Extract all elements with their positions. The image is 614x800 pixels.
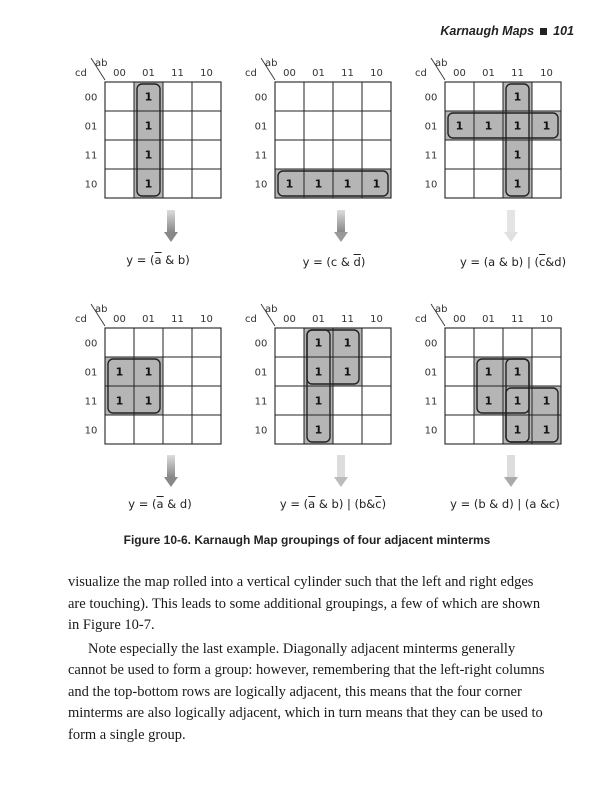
equation-text: y = (c & [302, 255, 354, 269]
kmap-svg [245, 300, 425, 465]
row-label: 01 [254, 121, 268, 133]
minterm-one: 1 [314, 177, 323, 191]
equation-5 [238, 497, 428, 511]
row-label: 01 [84, 121, 98, 133]
column-label: 01 [142, 68, 155, 79]
minterm-one: 1 [513, 394, 522, 408]
minterm-one: 1 [513, 365, 522, 379]
kmap-1 [75, 54, 255, 219]
column-label: 01 [312, 68, 325, 79]
kmap-6 [415, 300, 595, 465]
column-label: 11 [511, 68, 524, 79]
paragraph: Note especially the last example. Diagonally adjacent minterms generally cannot be used to form a group: however, remembering that the left-right columns and the top-bottom rows are logically adjacent, this means that the four corner minterms are also logically adjacent, which in turn means that they can be used to form a single group. [68, 640, 545, 743]
column-label: 11 [171, 68, 184, 79]
axis-cd-label: cd [245, 314, 257, 325]
minterm-one: 1 [144, 394, 153, 408]
minterm-one: 1 [314, 423, 323, 437]
axis-cd-label: cd [415, 314, 427, 325]
equation-3 [418, 255, 608, 269]
minterm-one: 1 [115, 365, 124, 379]
axis-ab-label: ab [435, 304, 448, 315]
minterm-one: 1 [314, 336, 323, 350]
down-arrow-icon [334, 210, 348, 244]
minterm-one: 1 [513, 423, 522, 437]
minterm-one: 1 [144, 148, 153, 162]
kmap-5 [245, 300, 425, 465]
minterm-one: 1 [513, 90, 522, 104]
row-label: 11 [84, 150, 98, 162]
minterm-one: 1 [484, 394, 493, 408]
column-label: 11 [341, 314, 354, 325]
square-bullet-icon [540, 28, 547, 35]
column-label: 10 [540, 314, 553, 325]
row-label: 00 [254, 92, 268, 104]
column-label: 00 [453, 314, 466, 325]
column-label: 01 [312, 314, 325, 325]
column-label: 01 [482, 68, 495, 79]
page-number: 101 [553, 24, 574, 38]
minterm-one: 1 [115, 394, 124, 408]
axis-ab-label: ab [95, 58, 108, 69]
row-label: 10 [84, 425, 98, 437]
kmap-3 [415, 54, 595, 219]
minterm-one: 1 [542, 394, 551, 408]
row-label: 00 [254, 338, 268, 350]
kmap-svg [415, 54, 595, 219]
column-label: 01 [142, 314, 155, 325]
row-label: 01 [84, 367, 98, 379]
column-label: 10 [200, 314, 213, 325]
equation-text: y = (b & d) | (a &c) [450, 497, 560, 511]
equation-text: &d) [545, 255, 567, 269]
negated-variable: $\overline{a}$ [154, 253, 162, 267]
equation-text: & d) [163, 497, 192, 511]
minterm-one: 1 [144, 119, 153, 133]
row-label: 11 [254, 396, 268, 408]
kmap-svg [75, 300, 255, 465]
equation-text: & b) [161, 253, 190, 267]
minterm-one: 1 [542, 119, 551, 133]
down-arrow-icon [164, 210, 178, 244]
row-label: 10 [424, 425, 438, 437]
minterm-one: 1 [542, 423, 551, 437]
axis-ab-label: ab [95, 304, 108, 315]
negated-variable: $\overline{a}$ [308, 497, 316, 511]
equation-text: ) [360, 255, 366, 269]
column-label: 10 [540, 68, 553, 79]
row-label: 10 [84, 179, 98, 191]
minterm-one: 1 [144, 177, 153, 191]
column-label: 10 [370, 314, 383, 325]
body-text [68, 572, 548, 746]
row-label: 00 [84, 92, 98, 104]
row-label: 10 [254, 179, 268, 191]
row-label: 00 [424, 338, 438, 350]
kmap-2 [245, 54, 425, 219]
row-label: 01 [424, 367, 438, 379]
minterm-one: 1 [343, 365, 352, 379]
minterm-one: 1 [343, 177, 352, 191]
column-label: 11 [511, 314, 524, 325]
row-label: 11 [424, 150, 438, 162]
row-label: 10 [254, 425, 268, 437]
kmap-svg [245, 54, 425, 219]
down-arrow-icon [164, 455, 178, 489]
equation-2 [239, 255, 429, 269]
column-label: 10 [370, 68, 383, 79]
row-label: 11 [84, 396, 98, 408]
equation-text: y = ( [279, 497, 309, 511]
axis-ab-label: ab [265, 58, 278, 69]
equation-text: y = ( [126, 253, 155, 267]
column-label: 11 [171, 314, 184, 325]
column-label: 00 [283, 68, 296, 79]
minterm-one: 1 [144, 365, 153, 379]
minterm-one: 1 [484, 119, 493, 133]
down-arrow-icon [504, 210, 518, 244]
row-label: 01 [254, 367, 268, 379]
equation-1 [63, 253, 253, 267]
row-label: 00 [84, 338, 98, 350]
column-label: 01 [482, 314, 495, 325]
down-arrow-icon [504, 455, 518, 489]
column-label: 00 [453, 68, 466, 79]
minterm-one: 1 [455, 119, 464, 133]
kmap-svg [75, 54, 255, 219]
minterm-one: 1 [372, 177, 381, 191]
minterm-one: 1 [285, 177, 294, 191]
column-label: 10 [200, 68, 213, 79]
down-arrow-icon [334, 455, 348, 489]
negated-variable: $\overline{c}$ [375, 497, 382, 511]
column-label: 11 [341, 68, 354, 79]
minterm-one: 1 [484, 365, 493, 379]
row-label: 11 [424, 396, 438, 408]
row-label: 00 [424, 92, 438, 104]
minterm-one: 1 [144, 90, 153, 104]
header-title: Karnaugh Maps [440, 24, 535, 38]
equation-6 [410, 497, 600, 511]
minterm-one: 1 [314, 365, 323, 379]
row-label: 10 [424, 179, 438, 191]
kmap-4 [75, 300, 255, 465]
column-label: 00 [113, 314, 126, 325]
negated-variable: $\overline{a}$ [156, 497, 164, 511]
axis-cd-label: cd [75, 314, 87, 325]
minterm-one: 1 [513, 119, 522, 133]
equation-text: & b) | (b& [315, 497, 376, 511]
running-header [440, 24, 574, 38]
kmap-svg [415, 300, 595, 465]
equation-text: y = (a & b) | ( [459, 255, 539, 269]
minterm-one: 1 [314, 394, 323, 408]
equation-text: y = ( [128, 497, 157, 511]
negated-variable: $\overline{d}$ [353, 255, 361, 269]
axis-ab-label: ab [435, 58, 448, 69]
axis-ab-label: ab [265, 304, 278, 315]
minterm-one: 1 [513, 148, 522, 162]
equation-4 [65, 497, 255, 511]
paragraph: visualize the map rolled into a vertical cylinder such that the left and right edges are touching). This leads to some additional groupings, a few of which are shown in Figure 10-7. [68, 574, 541, 633]
negated-variable: $\overline{c}$ [538, 255, 546, 269]
minterm-one: 1 [343, 336, 352, 350]
row-label: 11 [254, 150, 268, 162]
axis-cd-label: cd [245, 68, 257, 79]
equation-text: ) [381, 497, 387, 511]
axis-cd-label: cd [415, 68, 427, 79]
column-label: 00 [113, 68, 126, 79]
row-label: 01 [424, 121, 438, 133]
figure-caption: Figure 10-6. Karnaugh Map groupings of four adjacent minterms [123, 533, 491, 547]
minterm-one: 1 [513, 177, 522, 191]
axis-cd-label: cd [75, 68, 87, 79]
column-label: 00 [283, 314, 296, 325]
